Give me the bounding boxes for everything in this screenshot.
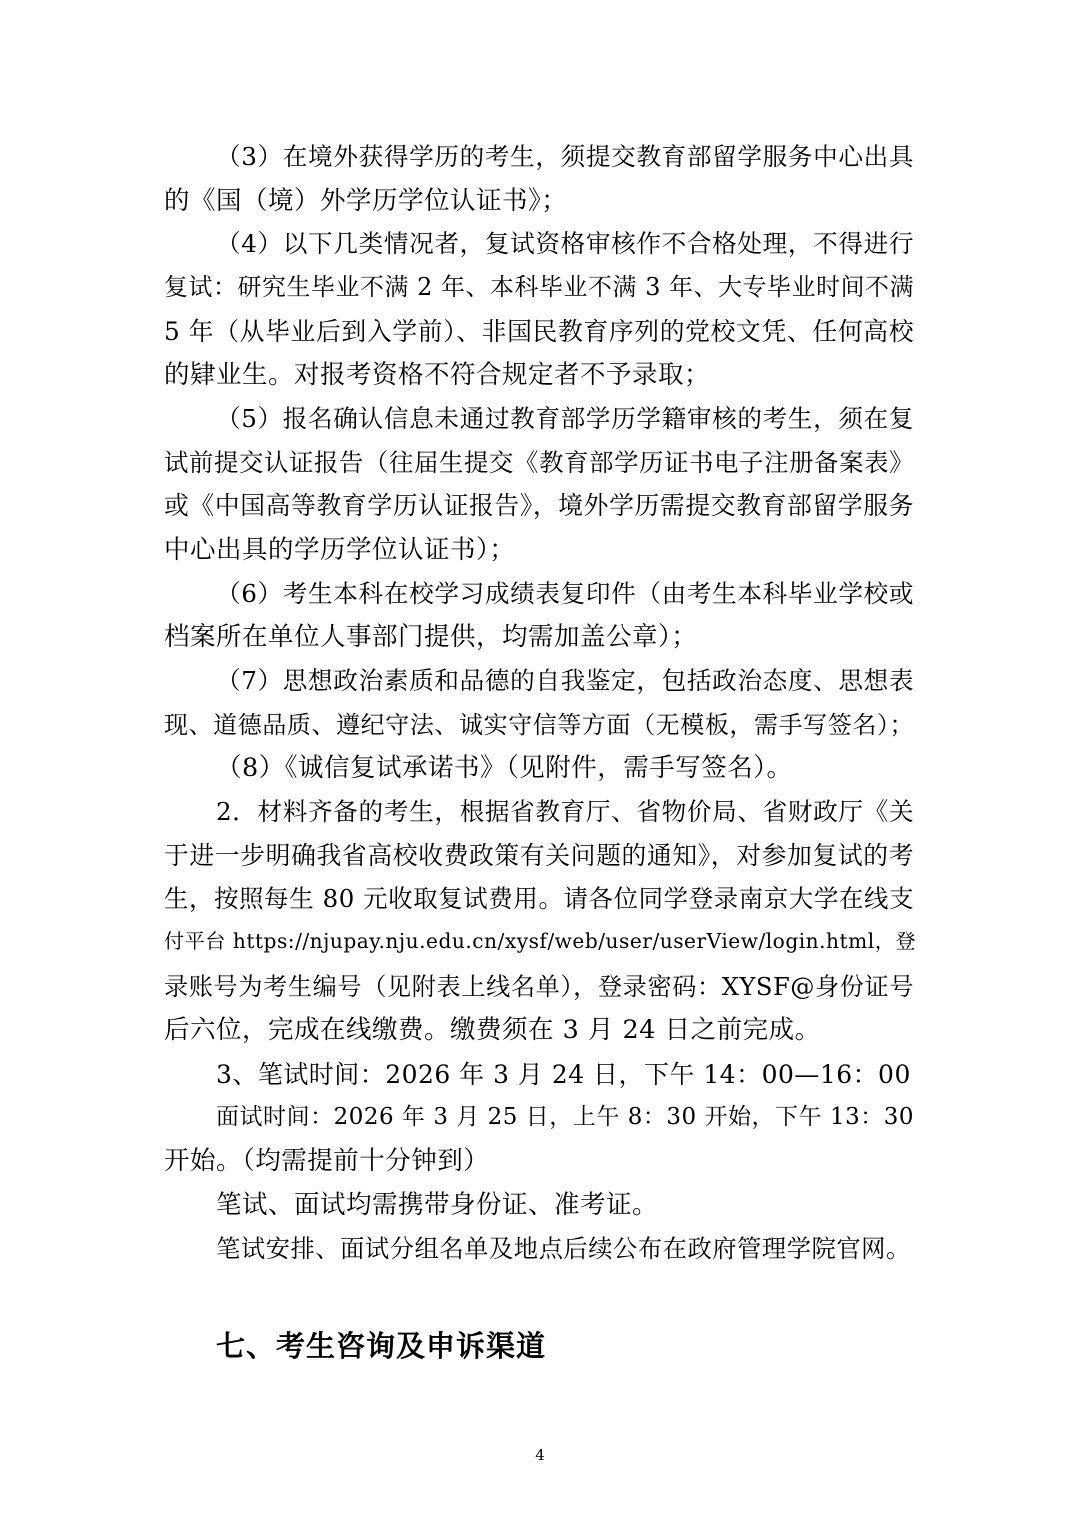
- text-line: 生，按照每生 80 元收取复试费用。请各位同学登录南京大学在线支: [164, 884, 914, 913]
- text-line: （6）考生本科在校学习成绩表复印件（由考生本科毕业学校或: [216, 579, 914, 608]
- text-line: 2．材料齐备的考生，根据省教育厅、省物价局、省财政厅《关: [216, 797, 914, 826]
- text-line: 现、道德品质、遵纪守法、诚实守信等方面（无模板，需手写签名）；: [164, 711, 914, 739]
- text-line: 录账号为考生编号（见附表上线名单），登录密码：XYSF@身份证号: [164, 973, 914, 1001]
- text-line: （8）《诚信复试承诺书》（见附件，需手写签名）。: [216, 753, 793, 783]
- text-line: （4）以下几类情况者，复试资格审核作不合格处理，不得进行: [216, 229, 914, 258]
- text-line: （3）在境外获得学历的考生，须提交教育部留学服务中心出具: [216, 142, 914, 171]
- text-line: 开始。（均需提前十分钟到）: [164, 1146, 490, 1176]
- text-line: 于进一步明确我省高校收费政策有关问题的通知》，对参加复试的考: [164, 841, 914, 870]
- text-line: 中心出具的学历学位认证书）；: [164, 535, 516, 565]
- text-line: 的肄业生。对报考资格不符合规定者不予录取；: [164, 360, 711, 390]
- text-line: 的《国（境）外学历学位认证书》；: [164, 186, 568, 216]
- text-line: 笔试安排、面试分组名单及地点后续公布在政府管理学院官网。: [216, 1234, 911, 1263]
- text-line: 或《中国高等教育学历认证报告》，境外学历需提交教育部留学服务: [164, 491, 914, 520]
- text-line: 付平台 https://njupay.nju.edu.cn/xysf/web/user/userView/login.html，登: [164, 929, 917, 953]
- text-line: （7）思想政治素质和品德的自我鉴定，包括政治态度、思想表: [216, 666, 914, 695]
- text-line: 5 年（从毕业后到入学前）、非国民教育序列的党校文凭、任何高校: [164, 317, 914, 346]
- text-line: 3、笔试时间：2026 年 3 月 24 日，下午 14：00—16：00: [216, 1060, 911, 1089]
- text-line: （5）报名确认信息未通过教育部学历学籍审核的考生，须在复: [216, 404, 914, 433]
- text-line: 面试时间：2026 年 3 月 25 日，上午 8：30 开始，下午 13：30: [216, 1104, 914, 1130]
- page-number: 4: [535, 1446, 545, 1464]
- text-line: 档案所在单位人事部门提供，均需加盖公章）；: [164, 622, 698, 652]
- text-line: 复试：研究生毕业不满 2 年、本科毕业不满 3 年、大专毕业时间不满: [164, 273, 914, 301]
- section-heading: 七、考生咨询及申诉渠道: [216, 1329, 547, 1363]
- text-line: 试前提交认证报告（往届生提交《教育部学历证书电子注册备案表》: [164, 448, 914, 477]
- text-line: 笔试、面试均需携带身份证、准考证。: [216, 1190, 659, 1220]
- text-line: 后六位，完成在线缴费。缴费须在 3 月 24 日之前完成。: [164, 1015, 821, 1045]
